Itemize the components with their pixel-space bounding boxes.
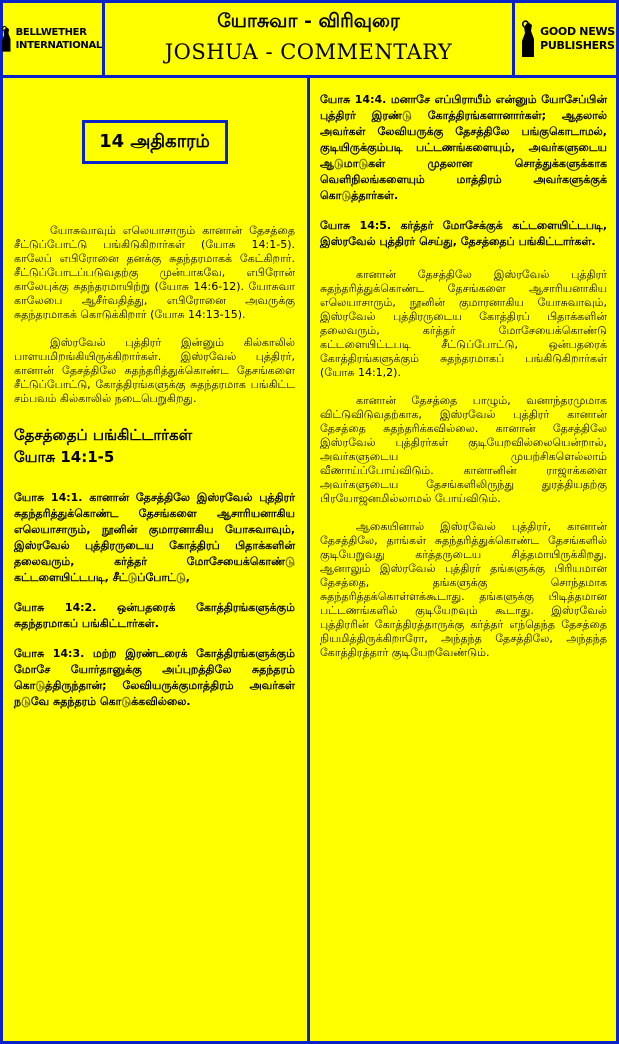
good-news-logo xyxy=(512,0,619,78)
intro-paragraph-2: இஸ்ரவேல் புத்திரர் இன்னும் கில்காலில் பாளயமிறங்கியிருக்கிறார்கள். இஸ்ரவேல் புத்திரர், கானான் தேசத்திலே சுதந்தரித்துக்கொண்ட தேசங்களை சீட்டுப்போட்டு, கோத்திரங்களுக்கு சுதந்தரமாக பங்கிட்ட சம்பவம் கில்காலில் நடைபெறுகிறது. xyxy=(14,336,295,405)
bellwether-logo xyxy=(0,0,105,78)
verse-14-5: யோசு 14:5. கர்த்தர் மோசேக்குக் கட்டளையிட்டபடி, இஸ்ரவேல் புத்திரர் செய்து, தேசத்தைப் பங்கிட்டார்கள். xyxy=(320,219,607,248)
title-english: JOSHUA - COMMENTARY xyxy=(164,40,453,64)
verse-14-4: யோசு 14:4. மனாசே எப்பிராயீம் என்னும் யோசேப்பின் புத்திரர் இரண்டு கோத்திரங்களானார்கள்; ஆதலால் அவர்கள் லேவியருக்கு தேசத்திலே பங்குகொடாமல், குடியிருக்கும்படி பட்டணங்களையும், அவர்களுடைய ஆடுமாடுகள் முதலான சொத்துக்களுக்காக வெளிநிலங்களையும் மாத்திரம் அவர்களுக்குக் கொடுத்தார்கள். xyxy=(320,93,607,202)
verse-14-1: யோசு 14:1. கானான் தேசத்திலே இஸ்ரவேல் புத்திரர் சுதந்தரித்துக்கொண்ட தேசங்களை ஆசாரியனாகிய எலெயாசாரும், நூனின் குமாரனாகிய யோசுவாவும், இஸ்ரவேல் புத்திரருடைய கோத்திரப் பிதாக்களின் தலைவரும், கர்த்தர் மோசேயைக்கொண்டு கட்டளையிட்டபடி, சீட்டுப்போட்டு, xyxy=(14,491,295,584)
section-heading-reference: யோசு 14:1-5 xyxy=(14,448,115,466)
bellwether-logo-text: BELLWETHER INTERNATIONAL xyxy=(15,27,102,51)
commentary-paragraph-2: கானான் தேசத்தை பாழும், வனாந்தரமுமாக விட்டுவிடுவதற்காக, இஸ்ரவேல் புத்திரர் கானான் தேசத்தை சுதந்தரிக்கவில்லை. கானான் தேசத்திலே இஸ்ரவேல் புத்திரர்கள் குடியேறவில்லையென்றால், அவர்களுடைய முயற்சிகளெல்லாம் வீணாய்ப்போய்விடும். கானானின் ராஜாக்களை அவர்களுடைய தேசங்களிலிருந்து துரத்தியதற்கு பிரயோஜனமில்லாமல் போய்விடும். xyxy=(320,394,607,505)
commentary-paragraph-3: ஆகையினால் இஸ்ரவேல் புத்திரர், கானான் தேசத்திலே, தாங்கள் சுதந்தரித்துக்கொண்ட தேசங்களில் குடியேறுவது கர்த்தருடைய சித்தமாயிருக்கிறது. ஆனாலும் இஸ்ரவேல் புத்திரர் தங்களுக்கு பிரியமான தேசத்தை, தங்களுக்கு சொந்தமாக சுதந்தரித்தக்கொள்ளக்கூடாது. தங்களுக்கு பிடித்தமான பட்டணங்களில் குடியேறவும் கூடாது. இஸ்ரவேல் புத்திரரின் கோத்திரத்தாருக்கு கர்த்தர் எந்தெந்த தேசத்தை நியமித்திருக்கிறாரோ, அந்தந்த தேசத்திலே, அந்தந்த கோத்திரத்தார் குடியேறவேண்டும். xyxy=(320,520,607,659)
intro-paragraph-1: யோசுவாவும் எலெயாசாரும் கானான் தேசத்தை சீட்டுப்போட்டு பங்கிடுகிறார்கள் (யோசு 14:1-5). காலேப் எபிரோனை தனக்கு சுதந்தரமாகக் கேட்கிறார். சீட்டுப்போடப்படுவதற்கு முன்பாகவே, எபிரோன் காலேபுக்கு சுதந்தரமாயிற்று (யோசு 14:6-12). யோசுவா காலேபை ஆசீர்வதித்து, எபிரோனை அவருக்கு சுதந்தரமாகக் கொடுக்கிறார் (யோசு 14:13-15). xyxy=(14,224,295,321)
good-news-logo-text: GOOD NEWS PUBLISHERS xyxy=(540,25,615,52)
header xyxy=(0,0,619,78)
verse-14-3: யோசு 14:3. மற்ற இரண்டரைக் கோத்திரங்களுக்கும் மோசே யோர்தானுக்கு அப்புறத்திலே சுதந்தரம் கொடுத்திருந்தான்; லேவியருக்குமாத்திரம் அவர்கள் நடுவே சுதந்தரம் கொடுக்கவில்லை. xyxy=(14,647,295,708)
left-column xyxy=(0,78,310,1044)
commentary-paragraph-1: கானான் தேசத்திலே இஸ்ரவேல் புத்திரர் சுதந்தரித்துக்கொண்ட தேசங்களை ஆசாரியனாகிய எலெயாசாரும், நூனின் குமாரனாகிய யோசுவாவும், இஸ்ரவேல் புத்திரருடைய கோத்திரப் பிதாக்களின் தலைவரும், கர்த்தர் மோசேயைக்கொண்டு கட்டளையிட்டபடி சீட்டுப்போட்டு, ஒன்பதரைக் கோத்திரங்களுக்கும் சுதந்தரமாகப் பங்கிடுகிறார்கள் (யோசு 14:1,2). xyxy=(320,268,607,379)
verse-14-2: யோசு 14:2. ஒன்பதரைக் கோத்திரங்களுக்கும் சுதந்தரமாகப் பங்கிட்டார்கள். xyxy=(14,601,295,630)
good-news-ram-icon xyxy=(519,19,537,59)
right-column xyxy=(310,78,619,1044)
chapter-label: 14 அதிகாரம் xyxy=(82,120,228,164)
title-area xyxy=(105,0,512,78)
section-heading-title: தேசத்தைப் பங்கிட்டார்கள் xyxy=(14,426,193,444)
bellwether-ram-icon xyxy=(0,19,13,59)
title-tamil: யோசுவா - விரிவுரை xyxy=(217,10,400,32)
